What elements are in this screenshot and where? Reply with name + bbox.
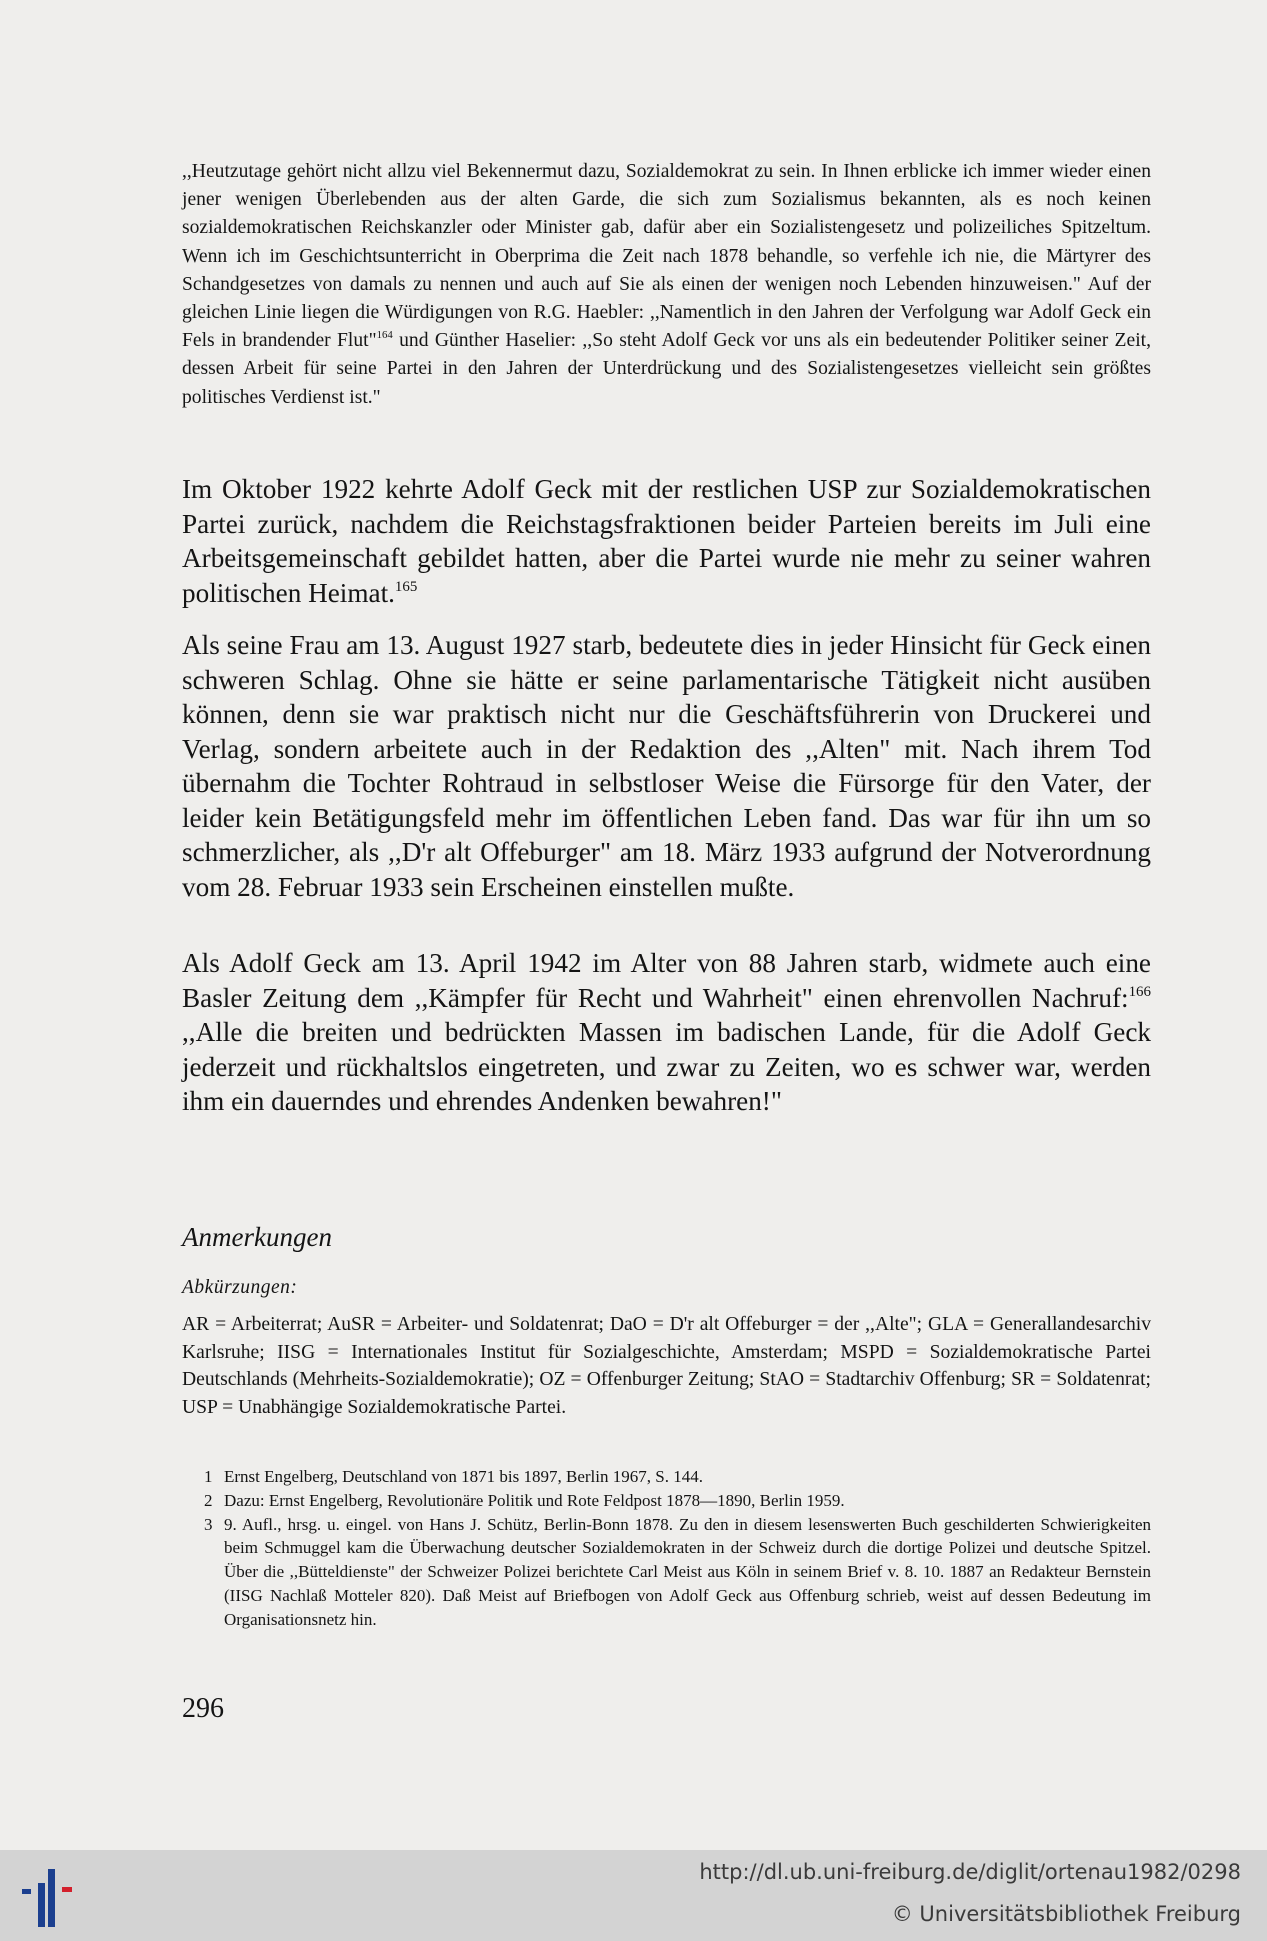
footnote-text: Dazu: Ernst Engelberg, Revolutionäre Politik und Rote Feldpost 1878—1890, Berlin 1959. bbox=[224, 1490, 845, 1510]
ub-freiburg-logo-icon[interactable] bbox=[18, 1865, 80, 1931]
footnote-item bbox=[182, 1489, 1151, 1513]
footnote-number: 2 bbox=[204, 1490, 213, 1510]
notes-heading: Anmerkungen bbox=[182, 1222, 332, 1252]
footnote-item bbox=[182, 1513, 1151, 1632]
footnote-list bbox=[182, 1465, 1151, 1632]
copyright-notice: © Universitätsbibliothek Freiburg bbox=[891, 1902, 1241, 1926]
footnote-number: 1 bbox=[204, 1467, 213, 1486]
body-paragraph-3 bbox=[182, 946, 1151, 1119]
paragraph-1-text: Im Oktober 1922 kehrte Adolf Geck mit der restlichen USP zur Sozialdemokratischen Partei zurück, nachdem die Reichstagsfraktionen beider Parteien bereits im Juli eine Arbeitsgemeinschaft gebildet hatten, aber die Partei wurde nie mehr zu seiner wahren politischen Heimat. bbox=[182, 474, 1151, 608]
footnote-ref-164[interactable]: 164 bbox=[376, 329, 393, 342]
footnote-number: 3 bbox=[204, 1514, 213, 1534]
footnote-text: Ernst Engelberg, Deutschland von 1871 bis 1897, Berlin 1967, S. 144. bbox=[224, 1467, 703, 1486]
body-paragraph-1 bbox=[182, 472, 1151, 610]
footnote-item bbox=[182, 1465, 1151, 1489]
abbreviations-heading: Abkürzungen: bbox=[182, 1277, 298, 1298]
permalink-url[interactable]: http://dl.ub.uni-freiburg.de/diglit/ortenau1982/0298 bbox=[699, 1860, 1241, 1884]
abbreviations-text: AR = Arbeiterrat; AuSR = Arbeiter- und Soldatenrat; DaO = D'r alt Offeburger = der ,,Alte"; GLA = Generallandesarchiv Karlsruhe; IISG = Internationales Institut für Sozialgeschichte, Amsterdam; MSPD = Sozialdemokratische Partei Deutschlands (Mehrheits-Sozialdemokratie); OZ = Offenburger Zeitung; StAO = Stadtarchiv Offenburg; SR = Soldatenrat; USP = Unabhängige Sozialdemokratische Partei. bbox=[182, 1314, 1151, 1418]
footnote-ref-165[interactable]: 165 bbox=[394, 578, 418, 595]
footnote-text: 9. Aufl., hrsg. u. eingel. von Hans J. Schütz, Berlin-Bonn 1878. Zu den in diesem lesenswerten Buch geschilderten Schwierigkeiten beim Schmuggel kam die Überwachung deutscher Sozialdemokraten in der Schweiz durch die dortige Polizei und deutsche Spitzel. Über die ,,Bütteldienste" der Schweizer Polizei berichtete Carl Meist aus Köln in seinem Brief v. 8. 10. 1887 an Redakteur Bernstein (IISG Nachlaß Motteler 820). Daß Meist auf Briefbogen von Adolf Geck aus Offenburg schrieb, weist auf dessen Bedeutung im Organisationsnetz hin. bbox=[224, 1514, 1151, 1629]
footnote-ref-166[interactable]: 166 bbox=[1128, 983, 1151, 1000]
quote-text: ,,Heutzutage gehört nicht allzu viel Bekennermut dazu, Sozialdemokrat zu sein. In Ihnen erblicke ich immer wieder einen jener wenigen Überlebenden aus der alten Garde, die sich zum Sozialismus bekannten, als es noch keinen sozialdemokratischen Reichskanzler oder Minister gab, dafür aber ein Sozialistengesetz und polizeiliches Spitzeltum. Wenn ich im Geschichtsunterricht in Oberprima die Zeit nach 1878 behandle, so verfehle ich nie, die Märtyrer des Schandgesetzes von damals zu nennen und auch auf Sie als einen der wenigen noch Lebenden hinzuweisen." Auf der gleichen Linie liegen die Würdigungen von R.G. Haebler: ,,Namentlich in den Jahren der Verfolgung war Adolf Geck ein Fels in brandender Flut" bbox=[182, 161, 1151, 352]
paragraph-3-text: Als Adolf Geck am 13. April 1942 im Alter von 88 Jahren starb, widmete auch eine Basler Zeitung dem ,,Kämpfer für Recht und Wahrheit" einen ehrenvollen Nachruf: bbox=[182, 948, 1151, 1013]
quote-text-end: und Günther Haselier: ,,So steht Adolf Geck vor uns als ein bedeutender Politiker seiner Zeit, dessen Arbeit für seine Partei in den Jahren der Unterdrückung und des Sozialistengesetzes vielleicht sein größtes politisches Verdienst ist." bbox=[182, 330, 1152, 408]
paragraph-3-text-end: ,,Alle die breiten und bedrückten Massen im badischen Lande, für die Adolf Geck jederzeit und rückhaltslos eingetreten, und zwar zu Zeiten, wo es schwer war, werden ihm ein dauerndes und ehrendes Andenken bewahren!" bbox=[182, 1017, 1151, 1116]
page-number: 296 bbox=[182, 1693, 224, 1724]
quote-paragraph bbox=[182, 158, 1151, 412]
body-paragraph-2: Als seine Frau am 13. August 1927 starb, bedeutete dies in jeder Hinsicht für Geck einen schweren Schlag. Ohne sie hätte er seine parlamentarische Tätigkeit nicht ausüben können, denn sie war praktisch nicht nur die Geschäftsführerin von Druckerei und Verlag, sondern arbeitete auch in der Redaktion des ,,Alten" mit. Nach ihrem Tod übernahm die Tochter Rohtraud in selbstloser Weise die Fürsorge für den Vater, der leider kein Betätigungsfeld mehr im öffentlichen Leben fand. Das war für ihn um so schmerzlicher, als ,,D'r alt Offeburger" am 18. März 1933 aufgrund der Notverordnung vom 28. Februar 1933 sein Erscheinen einstellen mußte. bbox=[182, 630, 1151, 902]
footer-bar bbox=[0, 1850, 1267, 1941]
